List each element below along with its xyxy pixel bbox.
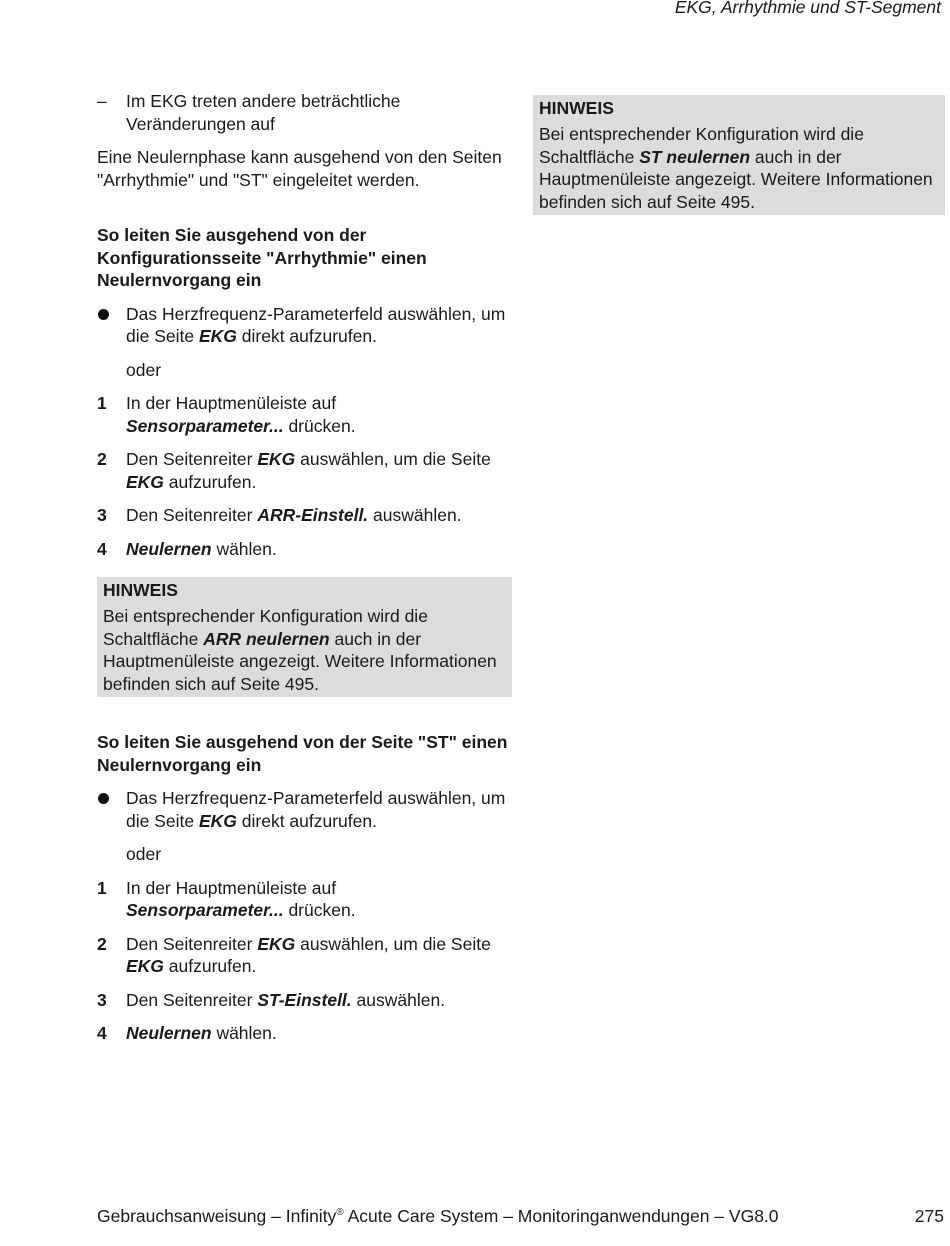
step-item (97, 933, 512, 978)
footer-text: Acute Care System – Monitoringanwendungen – VG8.0 (343, 1206, 779, 1226)
footer-text: Gebrauchsanweisung – Infinity (97, 1206, 337, 1226)
bullet-text: Das Herzfrequenz-Parameterfeld auswählen, um die Seite EKG direkt aufzurufen. (126, 303, 506, 346)
step-text: In der Hauptmenüleiste auf Sensorparameter... drücken. (126, 877, 356, 920)
step-item (97, 504, 512, 527)
step-number: 1 (97, 393, 107, 413)
dash-item-text: Im EKG treten andere beträchtliche Veränderungen auf (126, 91, 401, 134)
ui-term: Neulernen (126, 538, 212, 559)
step-number: 4 (97, 538, 107, 559)
step-number: 3 (97, 505, 107, 525)
dash-marker: – (97, 91, 107, 111)
bullet-dot-icon (98, 793, 109, 804)
right-column (533, 95, 945, 215)
ui-term: Sensorparameter... (126, 900, 284, 920)
note-title: HINWEIS (539, 98, 614, 118)
step-text: Neulernen wählen. (126, 538, 277, 559)
ui-term: EKG (257, 449, 296, 469)
step-text: Den Seitenreiter EKG auswählen, um die Seite EKG aufzurufen. (126, 449, 491, 492)
step-text: Den Seitenreiter EKG auswählen, um die Seite EKG aufzurufen. (126, 933, 491, 976)
page-footer (97, 1205, 779, 1228)
note-title: HINWEIS (103, 580, 178, 600)
intro-paragraph: Eine Neulernphase kann ausgehend von den Seiten "Arrhythmie" und "ST" eingeleitet werden. (97, 147, 502, 190)
ui-term: ST neulernen (639, 146, 751, 167)
bullet-marker (97, 303, 126, 348)
running-header: EKG, Arrhythmie und ST-Segment (674, 0, 941, 17)
note-text: Bei entsprechender Konfiguration wird die Schaltfläche ARR neulernen auch in der Hauptmenüleiste angezeigt. Weitere Informationen befinden sich auf Seite 495. (103, 606, 497, 694)
step-number: 3 (97, 989, 107, 1010)
step-number: 1 (97, 877, 107, 898)
registered-mark: ® (336, 1207, 344, 1218)
note-box-st (533, 95, 945, 215)
bullet-item (97, 303, 512, 348)
step-item (97, 1022, 512, 1045)
section-heading-st: So leiten Sie ausgehend von der Seite "ST" einen Neulernvorgang ein (97, 732, 508, 775)
note-box-arr (97, 577, 512, 697)
ui-term: Neulernen (126, 1023, 212, 1043)
step-item (97, 989, 512, 1012)
ui-term: EKG (126, 956, 164, 976)
ui-term: EKG (198, 810, 237, 831)
ui-term: EKG (198, 326, 237, 346)
ui-term: ST-Einstell. (257, 989, 352, 1010)
ui-term: ARR neulernen (203, 628, 330, 649)
step-item (97, 538, 512, 561)
left-column (97, 90, 512, 1056)
step-number: 2 (97, 933, 107, 954)
ui-term: EKG (257, 933, 296, 954)
step-text: In der Hauptmenüleiste auf Sensorparameter... drücken. (126, 393, 356, 436)
bullet-marker (97, 787, 126, 832)
step-number: 2 (97, 449, 107, 469)
section-heading-arrhythmie: So leiten Sie ausgehend von der Konfigurationsseite "Arrhythmie" einen Neulernvorgang ein (97, 225, 427, 290)
step-number: 4 (97, 1023, 107, 1043)
oder-text: oder (126, 359, 162, 380)
oder-text: oder (126, 844, 162, 864)
bullet-dot-icon (98, 309, 109, 320)
bullet-text: Das Herzfrequenz-Parameterfeld auswählen, um die Seite EKG direkt aufzurufen. (126, 788, 506, 831)
step-text: Den Seitenreiter ST-Einstell. auswählen. (126, 989, 446, 1010)
note-text: Bei entsprechender Konfiguration wird die Schaltfläche ST neulernen auch in der Hauptmenüleiste angezeigt. Weitere Informationen befinden sich auf Seite 495. (539, 124, 933, 212)
step-item (97, 392, 512, 437)
step-text: Den Seitenreiter ARR-Einstell. auswählen. (126, 505, 462, 525)
step-item (97, 448, 512, 493)
step-text: Neulernen wählen. (126, 1023, 277, 1043)
page-number: 275 (914, 1206, 944, 1226)
step-item (97, 877, 512, 922)
ui-term: ARR-Einstell. (257, 505, 369, 525)
ui-term: EKG (126, 471, 164, 492)
dash-list-item (97, 90, 512, 135)
ui-term: Sensorparameter... (126, 415, 284, 436)
bullet-item (97, 787, 512, 832)
